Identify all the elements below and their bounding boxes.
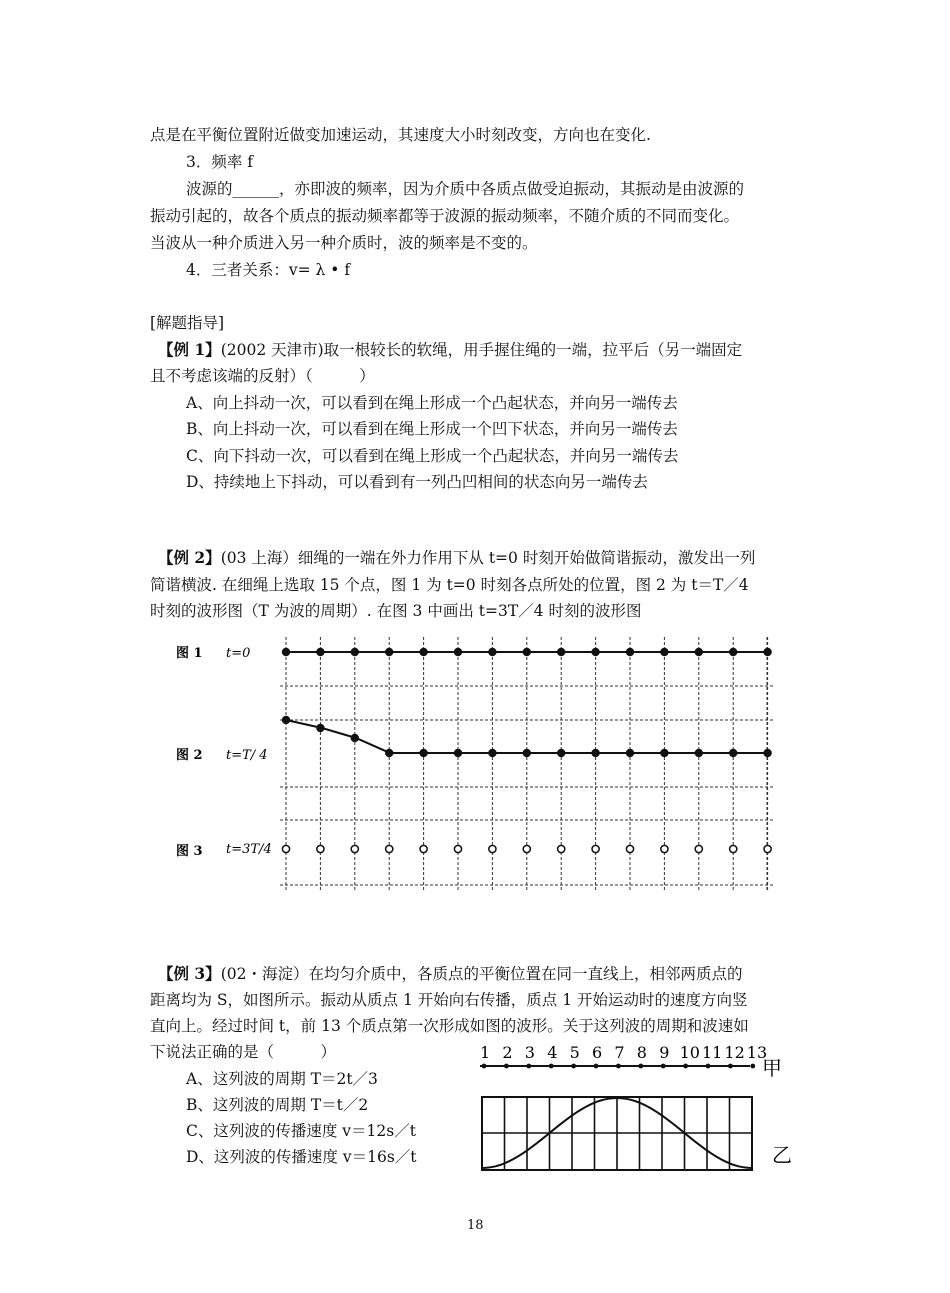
example-label: 【例 3】 [158, 964, 221, 983]
option-a: A、向上抖动一次，可以看到在绳上形成一个凸起状态，并向另一端传去 [186, 394, 678, 412]
particle-dot [594, 1064, 599, 1069]
text-line: 波源的______，亦即波的频率，因为介质中各质点做受迫振动，其振动是由波源的 [186, 180, 745, 198]
point-number: 13 [746, 1043, 768, 1062]
particle-dot [504, 1064, 509, 1069]
particle-dot [571, 1064, 576, 1069]
fig3-time: t=3T/4 [226, 842, 272, 857]
point-number: 6 [592, 1043, 603, 1062]
example-label: 【例 2】 [158, 548, 221, 567]
fig1-time: t=0 [226, 646, 251, 661]
text-line: 且不考虑该端的反射）（ ） [150, 367, 375, 385]
particle-dot [616, 1064, 621, 1069]
point-number: 7 [614, 1043, 625, 1062]
particle-dot [549, 1064, 554, 1069]
particle-dot [750, 1064, 755, 1069]
example-text: (03 上海）细绳的一端在外力作用下从 t=0 时刻开始做简谐振动，激发出一列 [220, 549, 756, 567]
option-d: D、持续地上下抖动，可以看到有一列凸凹相间的状态向另一端传去 [186, 473, 648, 491]
text-line: 时刻的波形图（T 为波的周期）. 在图 3 中画出 t=3T／4 时刻的波形图 [150, 602, 642, 620]
option-c: C、向下抖动一次，可以看到在绳上形成一个凸起状态，并向另一端传去 [186, 447, 679, 465]
text-line: 振动引起的，故各个质点的振动频率都等于波源的振动频率，不随介质的不同而变化。 [150, 207, 740, 225]
particle-dot [683, 1064, 688, 1069]
option-b: B、这列波的周期 T＝t／2 [186, 1096, 369, 1114]
fig1-label: 图 1 [176, 646, 203, 661]
point-number: 12 [724, 1043, 745, 1062]
text-line: 下说法正确的是（ ） [150, 1043, 337, 1061]
point-number: 2 [502, 1043, 513, 1062]
text-line: 简谐横波. 在细绳上选取 15 个点，图 1 为 t=0 时刻各点所处的位置，图 2 为 t＝T／4 [150, 576, 749, 594]
particle-dot [661, 1064, 666, 1069]
example-text: (02・海淀）在均匀介质中，各质点的平衡位置在同一直线上，相邻两质点的 [220, 965, 743, 983]
option-a: A、这列波的周期 T＝2t／3 [186, 1070, 378, 1088]
text-line: 直向上。经过时间 t，前 13 个质点第一次形成如图的波形。关于这列波的周期和波速如 [150, 1017, 749, 1035]
particle-dot [728, 1064, 733, 1069]
text-line: 距离均为 S，如图所示。振动从质点 1 开始向右传播，质点 1 开始运动时的速度方向竖 [150, 991, 748, 1009]
text-line: 4．三者关系：v= λ • f [186, 261, 351, 279]
point-number: 10 [679, 1043, 700, 1062]
example-label: 【例 1】 [158, 340, 221, 359]
text-line: 当波从一种介质进入另一种介质时，波的频率是不变的。 [150, 234, 538, 252]
particle-dot [482, 1064, 487, 1069]
page-number: 18 [467, 1218, 484, 1233]
point-number: 5 [569, 1043, 580, 1062]
option-c: C、这列波的传播速度 v＝12s／t [186, 1122, 416, 1140]
fig2-label: 图 2 [176, 748, 203, 763]
point-number: 11 [702, 1043, 723, 1062]
point-number: 8 [636, 1043, 647, 1062]
point-number: 3 [524, 1043, 535, 1062]
particle-dot [526, 1064, 531, 1069]
jia-label: 甲 [762, 1056, 782, 1080]
particle-dot [638, 1064, 643, 1069]
text-line: 点是在平衡位置附近做变加速运动，其速度大小时刻改变，方向也在变化. [150, 126, 651, 144]
point-number: 9 [659, 1043, 670, 1062]
point-number: 1 [480, 1043, 491, 1062]
text-line: 3．频率 f [186, 153, 254, 171]
yi-label: 乙 [772, 1143, 792, 1167]
particle-dot [706, 1064, 711, 1069]
section-heading: [解题指导] [150, 314, 225, 332]
example-text: (2002 天津市)取一根较长的软绳，用手握住绳的一端，拉平后（另一端固定 [220, 341, 743, 359]
point-number: 4 [547, 1043, 558, 1062]
fig2-time: t=T/ 4 [226, 748, 268, 763]
fig3-label: 图 3 [176, 844, 203, 859]
option-b: B、向上抖动一次，可以看到在绳上形成一个凹下状态，并向另一端传去 [186, 420, 678, 438]
option-d: D、这列波的传播速度 v＝16s／t [186, 1148, 417, 1166]
